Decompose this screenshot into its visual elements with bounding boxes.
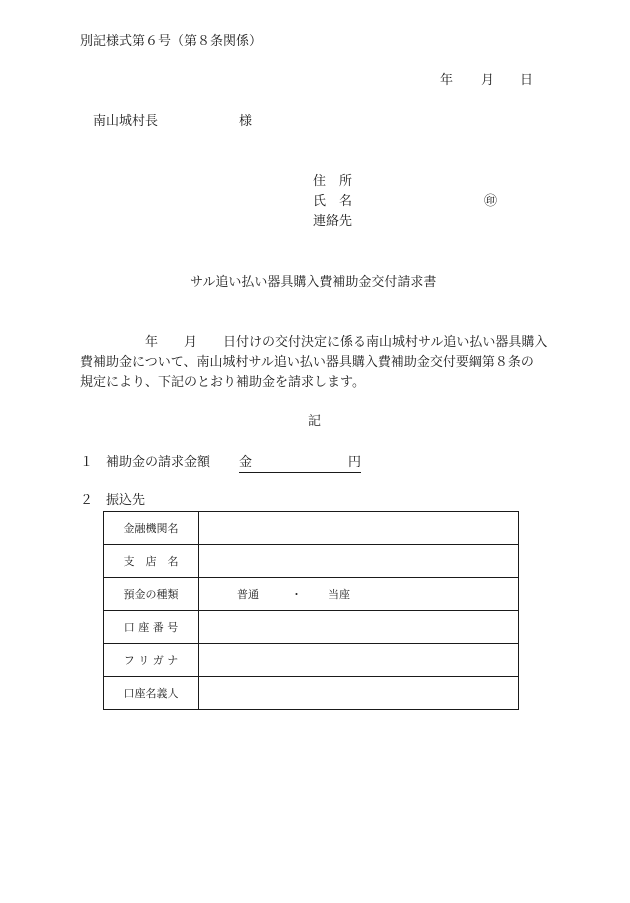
ki-heading: 記 <box>308 414 322 429</box>
item2-label: 振込先 <box>106 493 146 508</box>
bank-name-value <box>199 512 519 545</box>
address-label: 住 所 <box>313 174 353 189</box>
date-day-label: 日 <box>520 73 534 88</box>
seal-mark: ㊞ <box>484 194 498 209</box>
body-line-2: 費補助金について、南山城村サル追い払い器具購入費補助金交付要綱第８条の <box>80 355 534 370</box>
date-month-label: 月 <box>481 73 495 88</box>
addressee-honorific: 様 <box>239 114 253 129</box>
branch-name-value <box>199 545 519 578</box>
table-row <box>104 578 519 611</box>
body-paragraph <box>80 333 560 393</box>
deposit-type-options <box>237 586 350 602</box>
deposit-type-futsu: 普通 <box>237 588 259 601</box>
table-row <box>104 611 519 644</box>
table-row <box>104 512 519 545</box>
table-row <box>104 644 519 677</box>
deposit-type-separator: ・ <box>291 588 302 601</box>
item1-number: １ <box>80 455 94 470</box>
table-row <box>104 677 519 710</box>
bank-name-label: 金融機関名 <box>104 512 199 545</box>
item2-number: ２ <box>80 493 94 508</box>
account-holder-label: 口座名義人 <box>104 677 199 710</box>
body-line-3: 規定により、下記のとおり補助金を請求します。 <box>80 375 365 390</box>
body-line-1: 年 月 日付けの交付決定に係る南山城村サル追い払い器具購入 <box>80 335 548 350</box>
furigana-label: フ リ ガ ナ <box>104 644 199 677</box>
contact-label: 連絡先 <box>313 214 353 229</box>
date-year-label: 年 <box>440 73 454 88</box>
document-title: サル追い払い器具購入費補助金交付請求書 <box>190 275 437 290</box>
furigana-value <box>199 644 519 677</box>
account-number-label: 口 座 番 号 <box>104 611 199 644</box>
account-number-value <box>199 611 519 644</box>
deposit-type-label: 預金の種類 <box>104 578 199 611</box>
deposit-type-value <box>199 578 519 611</box>
bank-account-table <box>103 511 519 710</box>
deposit-type-toza: 当座 <box>328 588 350 601</box>
table-row <box>104 545 519 578</box>
yen-label: 円 <box>348 455 362 470</box>
item1-label: 補助金の請求金額 <box>106 455 211 470</box>
form-number: 別記様式第６号（第８条関係） <box>80 34 263 49</box>
branch-name-label: 支 店 名 <box>104 545 199 578</box>
addressee-name: 南山城村長 <box>93 114 159 129</box>
amount-field <box>239 456 361 473</box>
account-holder-value <box>199 677 519 710</box>
name-label: 氏 名 <box>313 194 353 209</box>
kin-label: 金 <box>239 455 253 470</box>
